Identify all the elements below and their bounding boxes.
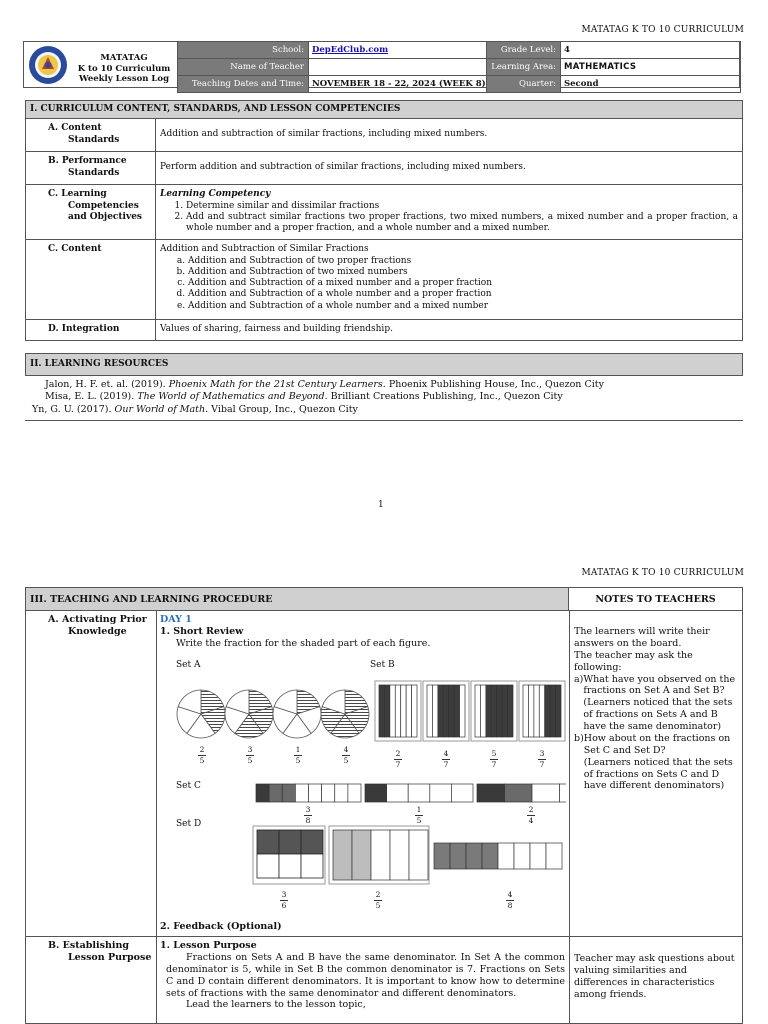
notes-a: The learners will write their answers on the board. The teacher may ask the following: a) What have you observed on the fractions on Set A and Set B? (Learners noticed that the sets of fractions on Sets A and B have the same denominator) b) How about on the fractions on Set C and Set D? (Learners noticed that the sets of fractions on Sets C and D have different denominators) — [574, 626, 739, 792]
strip-segment — [269, 784, 282, 802]
notes-a-text: The learners will write their answers on the board. — [574, 626, 710, 649]
strip-figure — [477, 784, 566, 802]
set-b-figures — [374, 680, 566, 742]
column-segment — [371, 830, 390, 880]
set-a-label: Set A — [176, 660, 201, 670]
bar-figure — [375, 681, 421, 741]
strip-segment — [434, 843, 450, 869]
feedback-heading: 2. Feedback (Optional) — [160, 921, 282, 932]
day-label: DAY 1 — [160, 614, 192, 625]
fraction-label: 2 5 — [199, 745, 205, 765]
grid-figure — [253, 826, 325, 884]
strip-figure — [365, 784, 473, 802]
bar-figure — [471, 681, 517, 741]
lesson-purpose-cell — [160, 940, 565, 1011]
fraction-label: 2 4 — [528, 805, 534, 825]
dates-value: NOVEMBER 18 - 22, 2024 (WEEK 8) — [309, 76, 487, 93]
set-d-figures — [229, 825, 567, 885]
strip-segment — [560, 784, 567, 802]
notes-answer: (Learners noticed that the sets of fractions on Sets A and B have the same denominator) — [583, 697, 733, 732]
performance-standards-label: B. Performance Standards — [26, 152, 156, 185]
bar-segment — [384, 685, 389, 737]
grade-label: Grade Level: — [487, 42, 561, 59]
set-a-figures — [176, 684, 372, 744]
column-segment — [409, 830, 428, 880]
competencies-cell — [156, 185, 743, 240]
bar-segment — [390, 685, 395, 737]
fraction-label: 4 7 — [443, 749, 449, 769]
content-cell — [156, 240, 743, 320]
deped-seal-icon — [28, 45, 68, 85]
short-review-heading: 1. Short Review — [160, 625, 244, 637]
fraction-label: 5 7 — [491, 749, 497, 769]
area-value: MATHEMATICS — [561, 59, 741, 76]
content-item: b. Addition and Subtraction of two mixed numbers — [188, 267, 738, 278]
bar-segment — [497, 685, 502, 737]
grid-cell — [279, 830, 301, 854]
pie-figure — [177, 690, 225, 738]
bar-segment — [432, 685, 437, 737]
strip-segment — [256, 784, 269, 802]
performance-standards-text: Perform addition and subtraction of similar fractions, including mixed numbers. — [156, 152, 743, 185]
bar-segment — [406, 685, 411, 737]
fraction-label: 3 6 — [281, 890, 287, 910]
grid-cell — [301, 854, 323, 878]
logo-title-line2: K to 10 Curriculum — [77, 63, 171, 74]
content-standards-text: Addition and subtraction of similar fractions, including mixed numbers. — [156, 119, 743, 152]
column-figure — [329, 826, 429, 884]
strip-figure — [434, 843, 562, 869]
school-link[interactable]: DepEdClub.com — [312, 44, 389, 55]
strip-segment — [295, 784, 308, 802]
resource-item: Yn, G. U. (2017). Our World of Math. Vibal Group, Inc., Quezon City — [32, 403, 358, 415]
bar-segment — [539, 685, 544, 737]
content-label: C. Content — [26, 240, 156, 320]
strip-segment — [430, 784, 452, 802]
strip-segment — [466, 843, 482, 869]
logo-title-line1: MATATAG — [100, 53, 148, 63]
notes-question: How about on the fractions on Set C and Set D? — [583, 732, 731, 756]
bar-segment — [545, 685, 550, 737]
pie-figure — [273, 690, 321, 738]
resources-list — [25, 377, 743, 421]
bar-segment — [460, 685, 465, 737]
bar-segment — [475, 685, 480, 737]
set-a-fractions — [176, 742, 372, 766]
bar-segment — [528, 685, 533, 737]
grid-cell — [257, 854, 279, 878]
fraction-label: 1 5 — [416, 805, 422, 825]
integration-label: D. Integration — [26, 320, 156, 340]
strip-segment — [546, 843, 562, 869]
column-segment — [352, 830, 371, 880]
column-segment — [333, 830, 352, 880]
fraction-label: 2 5 — [375, 890, 381, 910]
bar-segment — [502, 685, 507, 737]
strip-segment — [498, 843, 514, 869]
competency-item: 1. Determine similar and dissimilar fractions — [186, 201, 738, 212]
quarter-label: Quarter: — [487, 76, 561, 93]
bar-segment — [480, 685, 485, 737]
notes-b: Teacher may ask questions about valuing similarities and differences in characteristics among friends. — [574, 953, 735, 1000]
area-label: Learning Area: — [487, 59, 561, 76]
strip-segment — [387, 784, 409, 802]
bar-figure — [423, 681, 469, 741]
review-instruction: Write the fraction for the shaded part of each figure. — [176, 637, 431, 649]
bar-segment — [523, 685, 528, 737]
strip-segment — [309, 784, 322, 802]
strip-segment — [505, 784, 533, 802]
content-heading: Addition and Subtraction of Similar Fractions — [160, 244, 369, 255]
bar-segment — [550, 685, 555, 737]
pie-figure — [321, 690, 369, 738]
notes-answer: (Learners noticed that the sets of fractions on Sets C and D have different denominators) — [583, 756, 733, 792]
bar-segment — [508, 685, 513, 737]
bar-segment — [401, 685, 406, 737]
establishing-label: B. Establishing Lesson Purpose — [48, 940, 152, 963]
teacher-value — [309, 59, 487, 76]
strip-segment — [482, 843, 498, 869]
fraction-label: 4 5 — [343, 745, 349, 765]
procedure-table — [25, 587, 743, 1024]
fraction-label: 3 7 — [539, 749, 545, 769]
content-item: d. Addition and Subtraction of a whole number and a proper fraction — [188, 289, 738, 300]
content-item: c. Addition and Subtraction of a mixed number and a proper fraction — [188, 278, 738, 289]
bar-segment — [443, 685, 448, 737]
strip-segment — [365, 784, 387, 802]
section3-title: III. TEACHING AND LEARNING PROCEDURE — [26, 588, 569, 611]
bar-segment — [491, 685, 496, 737]
integration-text: Values of sharing, fairness and building friendship. — [156, 320, 743, 340]
strip-segment — [477, 784, 505, 802]
grade-value: 4 — [561, 42, 741, 59]
notes-question: What have you observed on the fractions on Set A and Set B? — [583, 673, 736, 697]
bar-figure — [519, 681, 565, 741]
notes-a-text: The teacher may ask the following: — [574, 649, 693, 673]
bar-segment — [427, 685, 432, 737]
set-c-label: Set C — [176, 781, 201, 791]
bar-segment — [454, 685, 459, 737]
set-d-fractions — [229, 887, 567, 911]
bar-segment — [556, 685, 561, 737]
header-block — [23, 41, 740, 88]
strip-segment — [450, 843, 466, 869]
set-c-fractions — [231, 802, 566, 825]
grid-cell — [257, 830, 279, 854]
bar-segment — [412, 685, 417, 737]
competency-heading: Learning Competency — [160, 189, 271, 200]
content-item: a. Addition and Subtraction of two proper fractions — [188, 256, 738, 267]
lesson-purpose-heading: 1. Lesson Purpose — [160, 940, 257, 951]
content-item: e. Addition and Subtraction of a whole number and a mixed number — [188, 301, 738, 312]
set-b-label: Set B — [370, 660, 395, 670]
strip-segment — [408, 784, 430, 802]
logo-block — [24, 42, 177, 87]
lead-text: Lead the learners to the lesson topic, — [186, 999, 366, 1011]
fraction-label: 4 8 — [507, 890, 513, 910]
fraction-label: 3 8 — [305, 805, 311, 825]
notes-title: NOTES TO TEACHERS — [569, 588, 742, 611]
content-standards-label: A. Content Standards — [26, 119, 156, 152]
header-table — [177, 41, 741, 93]
strip-segment — [451, 784, 473, 802]
logo-title-line3: Weekly Lesson Log — [78, 74, 170, 85]
quarter-value: Second — [561, 76, 741, 93]
activating-label: A. Activating Prior Knowledge — [48, 614, 147, 637]
page-number: 1 — [378, 500, 384, 510]
fraction-label: 3 5 — [247, 745, 253, 765]
competencies-label: C. Learning Competencies and Objectives — [26, 185, 156, 240]
strip-segment — [530, 843, 546, 869]
strip-segment — [282, 784, 295, 802]
competency-item: 2. Add and subtract similar fractions two proper fractions, two mixed numbers, a mixed number and a proper fraction, a whole number and a proper fraction, and a whole number and a mixed number. — [186, 212, 738, 235]
strip-segment — [335, 784, 348, 802]
set-d-label: Set D — [176, 819, 202, 829]
curriculum-label-2: MATATAG K TO 10 CURRICULUM — [581, 568, 744, 578]
strip-figure — [256, 784, 361, 802]
bar-segment — [395, 685, 400, 737]
bar-segment — [534, 685, 539, 737]
fraction-label: 1 5 — [295, 745, 301, 765]
school-label: School: — [178, 42, 309, 59]
strip-segment — [322, 784, 335, 802]
purpose-text: Fractions on Sets A and B have the same denominator. In Set A the common denominator is 5, while in Set B the common denominator is 7. Fractions on Sets C and D contain different denominators. It is important to know how to determine sets of fractions with the same denominator and different denominators. — [166, 951, 565, 999]
set-b-fractions — [374, 746, 566, 770]
curriculum-label: MATATAG K TO 10 CURRICULUM — [581, 25, 744, 35]
bar-segment — [486, 685, 491, 737]
strip-segment — [514, 843, 530, 869]
teacher-label: Name of Teacher — [178, 59, 309, 76]
resource-item: Jalon, H. F. et. al. (2019). Phoenix Math for the 21st Century Learners. Phoenix Publishing House, Inc., Quezon City — [45, 379, 604, 390]
bar-segment — [438, 685, 443, 737]
strip-segment — [348, 784, 361, 802]
section1-title: I. CURRICULUM CONTENT, STANDARDS, AND LESSON COMPETENCIES — [26, 101, 743, 119]
column-segment — [390, 830, 409, 880]
bar-segment — [379, 685, 384, 737]
dates-label: Teaching Dates and Time: — [178, 76, 309, 93]
section2-title: II. LEARNING RESOURCES — [26, 354, 743, 376]
bar-segment — [449, 685, 454, 737]
grid-cell — [279, 854, 301, 878]
fraction-label: 2 7 — [395, 749, 401, 769]
grid-cell — [301, 830, 323, 854]
pie-figure — [225, 690, 273, 738]
curriculum-table — [25, 100, 743, 341]
resource-item: Misa, E. L. (2019). The World of Mathematics and Beyond. Brilliant Creations Publishing, Inc., Quezon City — [45, 391, 563, 403]
strip-segment — [532, 784, 560, 802]
resources-table — [25, 353, 743, 376]
